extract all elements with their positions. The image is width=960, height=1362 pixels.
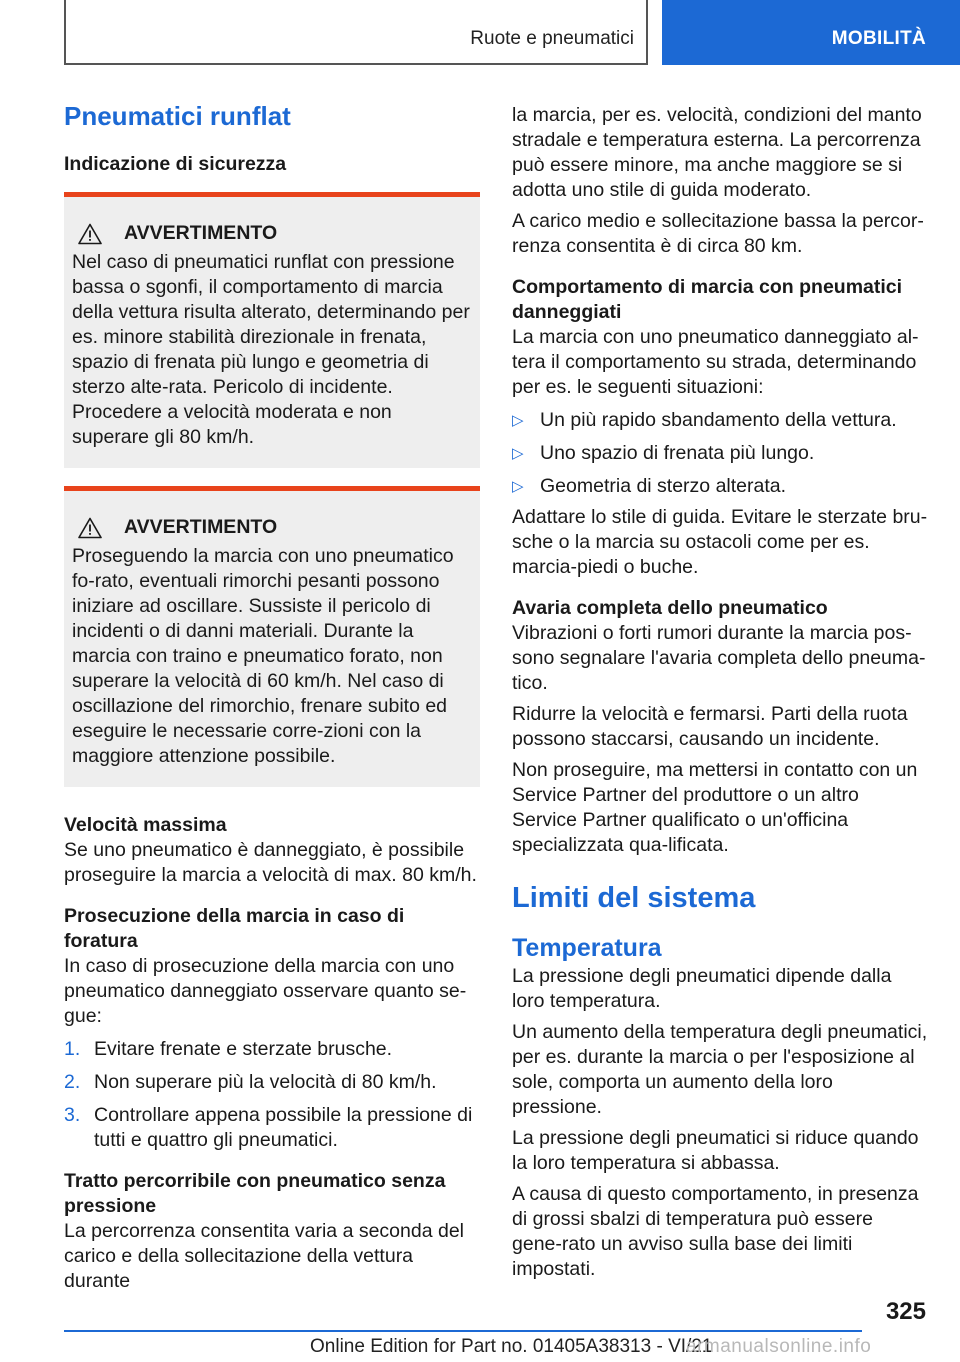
range-text: La percorrenza consentita varia a seconda del carico e della sollecitazione della vettura durante bbox=[64, 1220, 464, 1292]
list-number: 2. bbox=[64, 1071, 81, 1093]
temperature-text-4: A causa di questo comportamento, in presenza di grossi sbalzi di temperatura può essere gene-rato un avviso sulla base dei limiti impostati. bbox=[512, 1183, 919, 1280]
page-title: Pneumatici runflat bbox=[64, 101, 291, 131]
warning-label: AVVERTIMENTO bbox=[124, 516, 278, 538]
steps-list bbox=[64, 1037, 480, 1153]
failure-heading: Avaria completa dello pneumatico bbox=[512, 597, 828, 619]
list-item bbox=[64, 1103, 480, 1153]
list-number: 3. bbox=[64, 1104, 81, 1126]
puncture-heading: Prosecuzione della marcia in caso di foratura bbox=[64, 905, 405, 952]
failure-text-1: Vibrazioni o forti rumori durante la marcia pos-sono segnalare l'avaria completa dello pneuma-tico. bbox=[512, 622, 926, 694]
safety-heading: Indicazione di sicurezza bbox=[64, 153, 287, 175]
temperature-heading: Temperatura bbox=[512, 934, 662, 962]
warning-box-2 bbox=[64, 486, 480, 787]
triangle-right-icon: ▷ bbox=[512, 412, 524, 429]
range-continued: la marcia, per es. velocità, condizioni del manto stradale e temperatura esterna. La percorrenza può essere minore, ma anche maggiore se si adotta uno stile di guida moderato. bbox=[512, 104, 922, 201]
limits-heading: Limiti del sistema bbox=[512, 882, 756, 914]
list-item bbox=[512, 408, 928, 433]
list-text: Uno spazio di frenata più lungo. bbox=[540, 442, 815, 464]
warning-label: AVVERTIMENTO bbox=[124, 222, 278, 244]
triangle-right-icon: ▷ bbox=[512, 445, 524, 462]
list-text: Geometria di sterzo alterata. bbox=[540, 475, 787, 497]
max-speed-text: Se uno pneumatico è danneggiato, è possibile proseguire la marcia a velocità di max. 80 km/h. bbox=[64, 839, 477, 886]
warning-text: Nel caso di pneumatici runflat con pressione bassa o sgonfi, il comportamento di marcia della vettura risulta alterato, determinando per es. minore stabilità direzionale in frenata, spazio di frenata più lungo e geometria di sterzo alte-rata. Pericolo di incidente. Procedere a velocità moderata e non superare gli 80 km/h. bbox=[72, 251, 470, 448]
temperature-text-2: Un aumento della temperatura degli pneumatici, per es. durante la marcia o per l'esposizione al sole, comporta un aumento della loro pressione. bbox=[512, 1021, 928, 1118]
failure-text-3: Non proseguire, ma mettersi in contatto con un Service Partner del produttore o un altro Service Partner qualificato o un'officina specializzata qua-lificata. bbox=[512, 759, 918, 856]
puncture-text: In caso di prosecuzione della marcia con uno pneumatico danneggiato osservare quanto se-gue: bbox=[64, 955, 467, 1027]
range-heading: Tratto percorribile con pneumatico senza pressione bbox=[64, 1170, 446, 1217]
max-speed-heading: Velocità massima bbox=[64, 814, 227, 836]
list-text: Controllare appena possibile la pressione di tutti e quattro gli pneumatici. bbox=[94, 1104, 473, 1151]
warning-triangle-icon bbox=[78, 517, 102, 539]
list-text: Un più rapido sbandamento della vettura. bbox=[540, 409, 897, 431]
warning-box-1 bbox=[64, 192, 480, 468]
warning-title-1 bbox=[78, 221, 472, 246]
warning-title-2 bbox=[78, 515, 472, 540]
left-column bbox=[64, 100, 480, 1294]
range-continued-2: A carico medio e sollecitazione bassa la percor-renza consentita è di circa 80 km. bbox=[512, 210, 924, 257]
header-frame bbox=[64, 0, 648, 65]
chapter-label: MOBILITÀ bbox=[831, 28, 926, 49]
bullet-list bbox=[512, 408, 928, 499]
warning-text: Proseguendo la marcia con uno pneumatico fo-rato, eventuali rimorchi pesanti possono iniziare ad oscillare. Sussiste il pericolo di incidenti o di danni materiali. Durante la marcia con traino e pneumatico forato, non superare la velocità di 60 km/h. Nel caso di oscillazione del rimorchio, frenare subito ed eseguire le necessarie corre-zioni con la maggiore attenzione possibile. bbox=[72, 545, 454, 767]
adapt-text: Adattare lo stile di guida. Evitare le sterzate bru-sche o la marcia su ostacoli come per es. marcia-piedi o buche. bbox=[512, 506, 928, 578]
list-text: Evitare frenate e sterzate brusche. bbox=[94, 1038, 393, 1060]
page-number: 325 bbox=[885, 1298, 926, 1325]
right-column bbox=[512, 103, 928, 1282]
edition-text: Online Edition for Part no. 01405A38313 - VI/21 bbox=[310, 1336, 713, 1357]
section-title: Ruote e pneumatici bbox=[470, 28, 634, 49]
warning-triangle-icon bbox=[78, 223, 102, 245]
chapter-tab[interactable] bbox=[662, 0, 960, 65]
list-item bbox=[64, 1037, 480, 1062]
footer-divider bbox=[64, 1330, 862, 1332]
triangle-right-icon: ▷ bbox=[512, 478, 524, 495]
damaged-heading: Comportamento di marcia con pneumatici danneggiati bbox=[512, 276, 903, 323]
failure-text-2: Ridurre la velocità e fermarsi. Parti della ruota possono staccarsi, causando un incidente. bbox=[512, 703, 908, 750]
list-item bbox=[64, 1070, 480, 1095]
list-item bbox=[512, 474, 928, 499]
temperature-text-1: La pressione degli pneumatici dipende dalla loro temperatura. bbox=[512, 965, 892, 1012]
list-item bbox=[512, 441, 928, 466]
watermark: armanualsonline.info bbox=[686, 1336, 872, 1357]
damaged-text: La marcia con uno pneumatico danneggiato al-tera il comportamento su strada, determinando per es. le seguenti situazioni: bbox=[512, 326, 919, 398]
list-number: 1. bbox=[64, 1038, 81, 1060]
temperature-text-3: La pressione degli pneumatici si riduce quando la loro temperatura si abbassa. bbox=[512, 1127, 919, 1174]
list-text: Non superare più la velocità di 80 km/h. bbox=[94, 1071, 437, 1093]
